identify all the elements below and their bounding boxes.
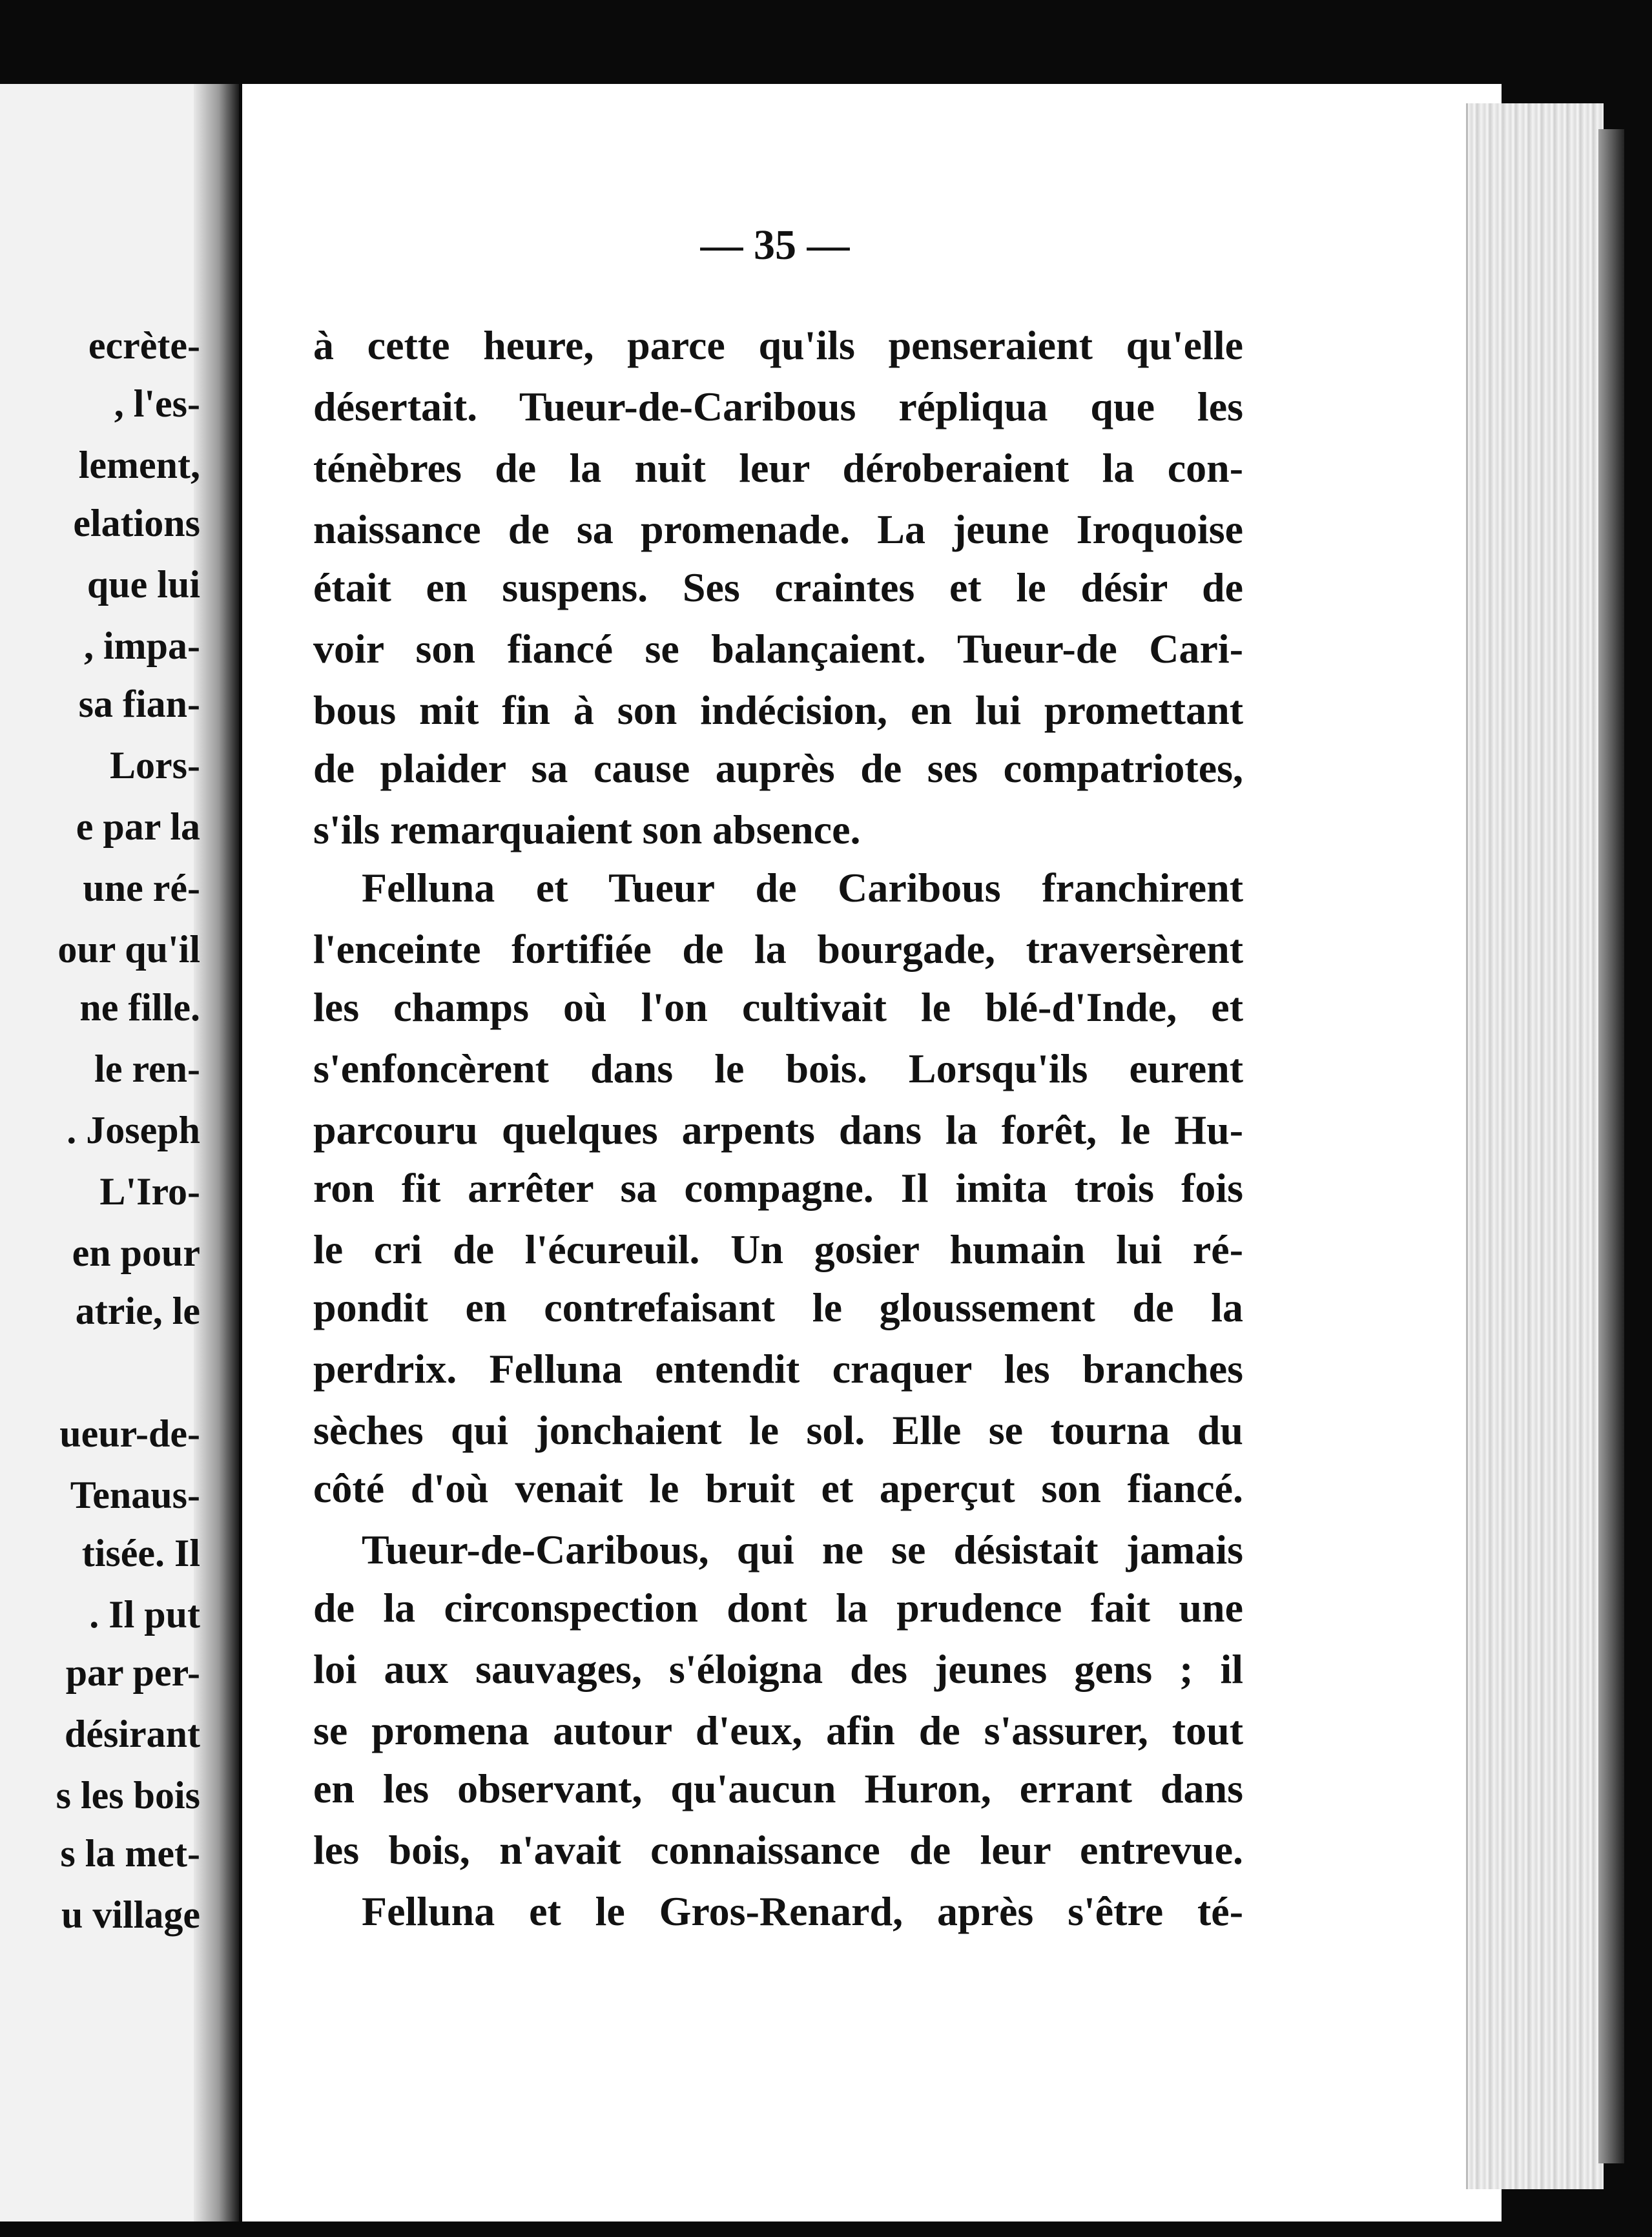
book-gutter xyxy=(194,84,239,2222)
left-line: atrie, le xyxy=(75,1290,200,1332)
text-line: s'ils remarquaient son absence. xyxy=(313,807,861,852)
text-line: naissance de sa promenade. La jeune Iroquoise xyxy=(313,506,1243,552)
text-line: s'enfoncèrent dans le bois. Lorsqu'ils eurent xyxy=(313,1046,1243,1091)
paragraph-start: Felluna et Tueur de Caribous franchirent xyxy=(362,865,1243,911)
left-line: . Il put xyxy=(89,1593,200,1636)
left-line: sa fian- xyxy=(78,683,200,725)
text-line: ténèbres de la nuit leur déroberaient la con- xyxy=(313,445,1243,491)
left-line: e par la xyxy=(76,805,200,848)
left-line: tisée. Il xyxy=(81,1532,200,1574)
left-line: our qu'il xyxy=(57,928,200,971)
page-edges xyxy=(1466,103,1604,2189)
left-line: le ren- xyxy=(94,1047,200,1090)
left-line: ne fille. xyxy=(79,986,200,1029)
left-line: , l'es- xyxy=(114,382,200,425)
text-line: parcouru quelques arpents dans la forêt, le Hu- xyxy=(313,1107,1243,1153)
page-number: — 35 — xyxy=(700,222,850,269)
text-line: l'enceinte fortifiée de la bourgade, traversèrent xyxy=(313,926,1243,972)
left-line: s les bois xyxy=(56,1774,200,1817)
text-line: les champs où l'on cultivait le blé-d'Inde, et xyxy=(313,984,1243,1030)
left-line: lement, xyxy=(78,444,200,486)
left-line: Tenaus- xyxy=(70,1474,200,1516)
text-line: de la circonspection dont la prudence fait une xyxy=(313,1585,1243,1631)
left-line: désirant xyxy=(65,1713,200,1755)
left-line: L'Iro- xyxy=(99,1170,200,1213)
text-line: de plaider sa cause auprès de ses compatriotes, xyxy=(313,745,1243,791)
text-line: voir son fiancé se balançaient. Tueur-de Cari- xyxy=(313,626,1243,672)
text-line: désertait. Tueur-de-Caribous répliqua que les xyxy=(313,384,1243,429)
page-edge-shadow xyxy=(1598,129,1624,2163)
text-line: sèches qui jonchaient le sol. Elle se tourna du xyxy=(313,1407,1243,1453)
left-line: . Joseph xyxy=(67,1109,200,1151)
text-line: pondit en contrefaisant le gloussement de la xyxy=(313,1284,1243,1330)
left-line: Lors- xyxy=(110,744,200,787)
text-line: côté d'où venait le bruit et aperçut son fiancé. xyxy=(313,1465,1243,1511)
text-line: en les observant, qu'aucun Huron, errant dans xyxy=(313,1766,1243,1811)
left-line: ecrète- xyxy=(88,324,200,367)
text-line: perdrix. Felluna entendit craquer les branches xyxy=(313,1346,1243,1392)
text-line: se promena autour d'eux, afin de s'assurer, tout xyxy=(313,1707,1243,1753)
text-line: ron fit arrêter sa compagne. Il imita trois fois xyxy=(313,1165,1243,1211)
left-line: par per- xyxy=(65,1651,200,1694)
text-line: était en suspens. Ses craintes et le désir de xyxy=(313,564,1243,610)
text-line: les bois, n'avait connaissance de leur entrevue. xyxy=(313,1827,1243,1873)
left-line: une ré- xyxy=(83,867,200,909)
left-line: , impa- xyxy=(84,624,200,667)
left-line: s la met- xyxy=(60,1832,200,1875)
text-line: bous mit fin à son indécision, en lui promettant xyxy=(313,687,1243,733)
paragraph-start: Felluna et le Gros-Renard, après s'être té- xyxy=(362,1888,1243,1934)
left-line: en pour xyxy=(72,1232,200,1274)
paragraph-start: Tueur-de-Caribous, qui ne se désistait jamais xyxy=(362,1527,1243,1572)
left-line: que lui xyxy=(87,563,200,606)
left-line: ueur-de- xyxy=(59,1412,200,1455)
text-line: loi aux sauvages, s'éloigna des jeunes gens ; il xyxy=(313,1646,1243,1692)
text-line: le cri de l'écureuil. Un gosier humain lui ré- xyxy=(313,1226,1243,1272)
left-line: u village xyxy=(61,1893,200,1936)
text-line: à cette heure, parce qu'ils penseraient qu'elle xyxy=(313,322,1243,368)
left-line: elations xyxy=(73,502,200,544)
